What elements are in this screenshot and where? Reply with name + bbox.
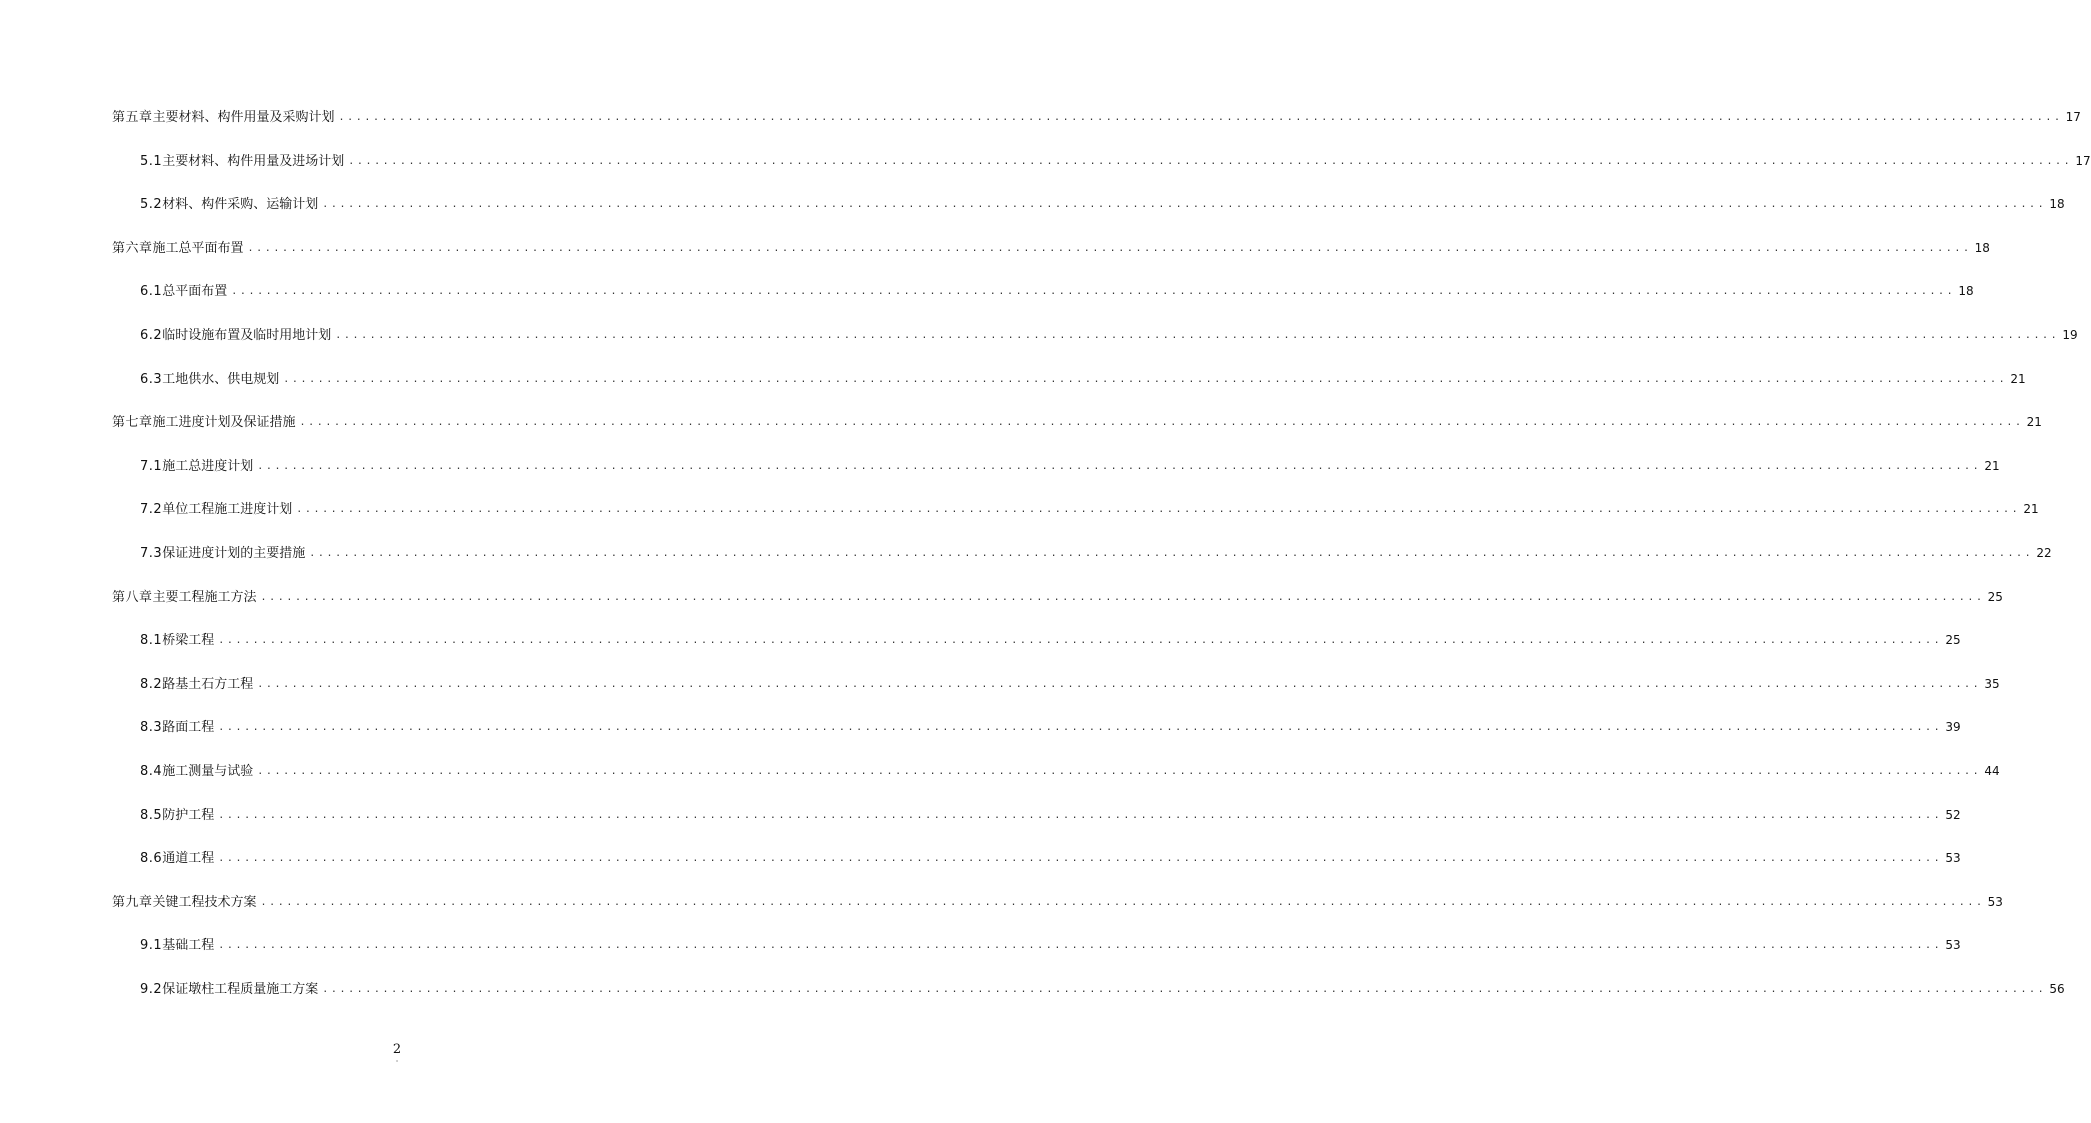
- toc-page-number: 18: [2049, 197, 2065, 211]
- toc-section-entry[interactable]: [140, 935, 1961, 955]
- toc-entry-number: 第九章: [112, 895, 153, 910]
- toc-page-number: 19: [2062, 328, 2078, 342]
- toc-page-number: 35: [1984, 677, 2000, 691]
- toc-section-entry[interactable]: [140, 194, 2065, 214]
- toc-entry-number: 7.1: [140, 459, 163, 474]
- toc-dot-leader: ........................................................................................................................................................................................................: [257, 679, 1982, 690]
- toc-page-number: 17: [2065, 110, 2081, 124]
- toc-entry-title: 材料、构件采购、运输计划: [162, 197, 319, 212]
- toc-section-entry[interactable]: [140, 281, 1974, 301]
- toc-entry-number: 8.1: [140, 633, 163, 648]
- toc-entry-number: 第六章: [112, 241, 153, 256]
- toc-chapter-entry[interactable]: [112, 892, 2003, 912]
- toc-dot-leader: ........................................................................................................................................................................................................: [335, 330, 2060, 341]
- toc-entry-title: 总平面布置: [162, 284, 228, 299]
- toc-entry-number: 5.1: [140, 154, 163, 169]
- toc-section-entry[interactable]: [140, 674, 2000, 694]
- toc-entry-number: 5.2: [140, 197, 163, 212]
- toc-dot-leader: ........................................................................................................................................................................................................: [231, 286, 1956, 297]
- toc-section-entry[interactable]: [140, 543, 2052, 563]
- toc-dot-leader: ........................................................................................................................................................................................................: [296, 504, 2021, 515]
- toc-entry-number: 6.3: [140, 372, 163, 387]
- toc-entry-number: 7.2: [140, 502, 163, 517]
- toc-entry-number: 8.3: [140, 720, 163, 735]
- toc-entry-number: 6.2: [140, 328, 163, 343]
- toc-entry-number: 8.5: [140, 808, 163, 823]
- toc-section-entry[interactable]: [140, 761, 2000, 781]
- toc-page-number: 52: [1945, 808, 1961, 822]
- toc-page-number: 21: [1984, 459, 2000, 473]
- toc-entry-title: 主要工程施工方法: [152, 590, 257, 605]
- toc-dot-leader: ........................................................................................................................................................................................................: [218, 853, 1943, 864]
- toc-section-entry[interactable]: [140, 456, 2000, 476]
- toc-entry-title: 施工总进度计划: [162, 459, 254, 474]
- toc-page-number: 17: [2075, 154, 2091, 168]
- toc-page-number: 56: [2049, 982, 2065, 996]
- toc-page-number: 39: [1945, 720, 1961, 734]
- toc-entry-title: 路面工程: [162, 720, 215, 735]
- toc-entry-title: 路基土石方工程: [162, 677, 254, 692]
- toc-page-number: 53: [1987, 895, 2003, 909]
- toc-entry-number: 第七章: [112, 415, 153, 430]
- toc-page-number: 53: [1945, 938, 1961, 952]
- toc-entry-title: 施工总平面布置: [152, 241, 244, 256]
- toc-dot-leader: ........................................................................................................................................................................................................: [322, 984, 2047, 995]
- toc-entry-title: 工地供水、供电规划: [162, 372, 280, 387]
- toc-dot-leader: ........................................................................................................................................................................................................: [322, 199, 2047, 210]
- toc-entry-number: 7.3: [140, 546, 163, 561]
- toc-dot-leader: ........................................................................................................................................................................................................: [218, 940, 1943, 951]
- toc-entry-number: 9.1: [140, 938, 163, 953]
- toc-entry-title: 桥梁工程: [162, 633, 215, 648]
- toc-dot-leader: ........................................................................................................................................................................................................: [257, 461, 1982, 472]
- toc-dot-leader: ........................................................................................................................................................................................................: [257, 766, 1982, 777]
- toc-entry-title: 基础工程: [162, 938, 215, 953]
- toc-entry-number: 8.6: [140, 851, 163, 866]
- toc-chapter-entry[interactable]: [112, 412, 2042, 432]
- toc-dot-leader: ........................................................................................................................................................................................................: [338, 112, 2063, 123]
- toc-page-number: 25: [1945, 633, 1961, 647]
- toc-chapter-entry[interactable]: [112, 107, 2081, 127]
- toc-section-entry[interactable]: [140, 369, 2026, 389]
- toc-dot-leader: ........................................................................................................................................................................................................: [348, 156, 2073, 167]
- toc-section-entry[interactable]: [140, 151, 2091, 171]
- toc-chapter-entry[interactable]: [112, 238, 1990, 258]
- toc-page-number: 18: [1974, 241, 1990, 255]
- toc-dot-leader: ........................................................................................................................................................................................................: [309, 548, 2034, 559]
- toc-entry-title: 保证进度计划的主要措施: [162, 546, 306, 561]
- toc-section-entry[interactable]: [140, 848, 1961, 868]
- toc-page-number: 53: [1945, 851, 1961, 865]
- toc-entry-number: 8.2: [140, 677, 163, 692]
- toc-entry-title: 主要材料、构件用量及进场计划: [162, 154, 345, 169]
- toc-section-entry[interactable]: [140, 717, 1961, 737]
- toc-entry-title: 施工进度计划及保证措施: [152, 415, 296, 430]
- toc-page-number: 22: [2036, 546, 2052, 560]
- toc-page-number: 21: [2010, 372, 2026, 386]
- toc-chapter-entry[interactable]: [112, 587, 2003, 607]
- toc-dot-leader: ........................................................................................................................................................................................................: [247, 243, 1972, 254]
- toc-dot-leader: ........................................................................................................................................................................................................: [218, 635, 1943, 646]
- toc-entry-number: 第八章: [112, 590, 153, 605]
- toc-dot-leader: ........................................................................................................................................................................................................: [260, 897, 1985, 908]
- toc-entry-number: 9.2: [140, 982, 163, 997]
- page-number-mark: ·: [395, 1057, 399, 1066]
- toc-entry-number: 8.4: [140, 764, 163, 779]
- toc-page-number: 25: [1987, 590, 2003, 604]
- toc-dot-leader: ........................................................................................................................................................................................................: [283, 374, 2008, 385]
- toc-page-number: 18: [1958, 284, 1974, 298]
- toc-page-number: 21: [2026, 415, 2042, 429]
- toc-entry-title: 保证墩柱工程质量施工方案: [162, 982, 319, 997]
- page-number: 2: [392, 1042, 402, 1057]
- toc-entry-title: 主要材料、构件用量及采购计划: [152, 110, 335, 125]
- toc-entry-number: 第五章: [112, 110, 153, 125]
- toc-section-entry[interactable]: [140, 630, 1961, 650]
- toc-dot-leader: ........................................................................................................................................................................................................: [218, 810, 1943, 821]
- toc-entry-title: 通道工程: [162, 851, 215, 866]
- toc-entry-title: 施工测量与试验: [162, 764, 254, 779]
- toc-entry-title: 单位工程施工进度计划: [162, 502, 293, 517]
- toc-entry-title: 防护工程: [162, 808, 215, 823]
- toc-page-number: 44: [1984, 764, 2000, 778]
- toc-entry-number: 6.1: [140, 284, 163, 299]
- toc-section-entry[interactable]: [140, 325, 2078, 345]
- toc-section-entry[interactable]: [140, 499, 2039, 519]
- toc-section-entry[interactable]: [140, 805, 1961, 825]
- toc-entry-title: 关键工程技术方案: [152, 895, 257, 910]
- toc-page-number: 21: [2023, 502, 2039, 516]
- toc-dot-leader: ........................................................................................................................................................................................................: [218, 722, 1943, 733]
- toc-dot-leader: ........................................................................................................................................................................................................: [260, 592, 1985, 603]
- toc-section-entry[interactable]: [140, 979, 2065, 999]
- toc-entry-title: 临时设施布置及临时用地计划: [162, 328, 332, 343]
- toc-dot-leader: ........................................................................................................................................................................................................: [299, 417, 2024, 428]
